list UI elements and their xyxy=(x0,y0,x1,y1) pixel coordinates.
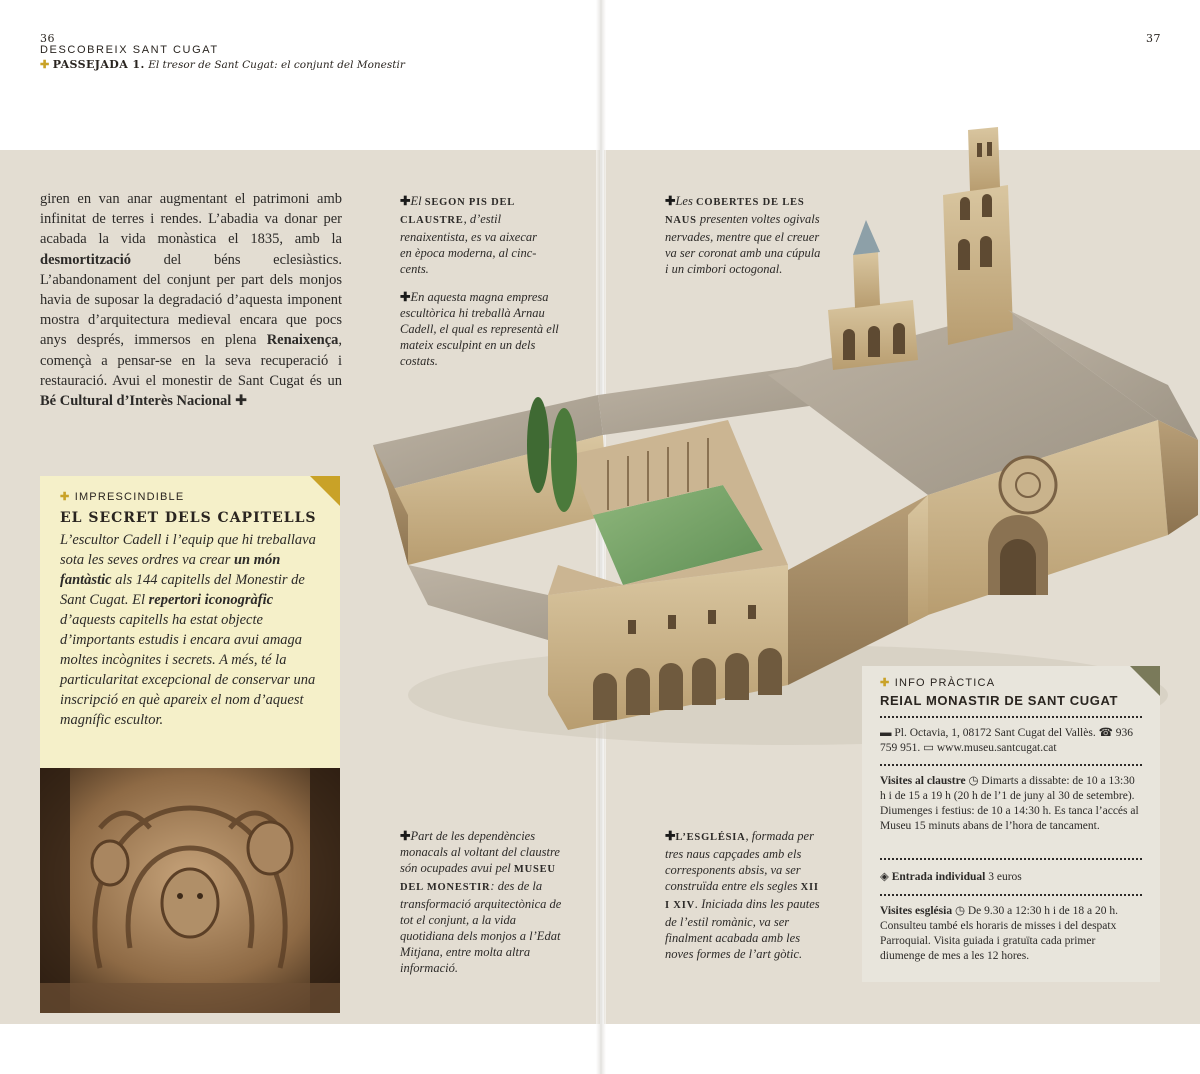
gold-cross-icon: ✚ xyxy=(40,58,50,71)
church-nave-wall xyxy=(908,495,928,625)
small-tower-spire xyxy=(853,220,880,255)
dotted-divider xyxy=(880,894,1142,896)
info-esglesia-text: De 9.30 a 12:30 h i de 18 a 20 h. Consulteu també els horaris de misses i del despatx Parroquial. Visita guiada i gratuïta cada primer diumenge de mes a les 12 hores. xyxy=(880,905,1118,962)
bell-tower-top xyxy=(968,127,1000,191)
info-claustre-label: Visites al claustre xyxy=(880,775,966,787)
callout-text: Part de les dependències monacals al voltant del claustre són ocupades avui pel xyxy=(400,829,560,875)
info-label-text: INFO PRÀCTICA xyxy=(894,677,996,689)
imprescindible-box xyxy=(40,476,340,768)
info-address xyxy=(880,726,1142,756)
callout-text: : des de la transformació arquitectònica de tot el conjunt, a la vida quotidiana dels monjos a l’Edat Mitjana, entre molta altra informació. xyxy=(400,879,562,975)
info-claustre xyxy=(880,774,1142,834)
body-bold-term: Renaixença xyxy=(266,332,339,349)
callout-text: presenten voltes ogivals nervades, mentre que el creuer va ser coronat amb una cúpula i un cimbori octogonal. xyxy=(665,212,821,276)
body-text xyxy=(40,189,342,411)
info-entrada-price: 3 euros xyxy=(988,871,1022,883)
callout-text: , formada per tres naus capçades amb els corresponents absis, va ser construïda entre els segles xyxy=(665,829,814,893)
black-cross-icon: ✚ xyxy=(665,194,676,208)
callout-smallcaps: MUSEU DEL MONESTIR xyxy=(400,864,556,893)
monastery-illustration xyxy=(368,95,1198,755)
dotted-divider xyxy=(880,716,1142,718)
imprescindible-label xyxy=(60,490,184,503)
info-title: REIAL MONASTIR DE SANT CUGAT xyxy=(880,693,1119,708)
black-cross-icon: ✚ xyxy=(665,829,676,843)
body-text-part: del béns eclesiàstics. L’abandonament del conjunt per part dels monjos havia de suposar la degradació d’aquesta imponent mostra d’arquitectura medieval encara que pocs anys després, immersos en plena xyxy=(40,251,342,349)
info-entrada xyxy=(880,870,1142,885)
walk-title: El tresor de Sant Cugat: el conjunt del Monestir xyxy=(148,59,405,71)
walk-label: PASSEJADA 1. xyxy=(52,58,145,71)
imprescindible-text-part: als 144 capitells del Monestir de Sant Cugat. El xyxy=(60,572,305,608)
imprescindible-bold: un món fantàstic xyxy=(60,552,281,588)
info-corner-tab xyxy=(1130,666,1160,696)
imprescindible-title: EL SECRET DELS CAPITELLS xyxy=(60,510,317,526)
clock-icon: ◷ xyxy=(968,775,979,787)
callout-text: . Iniciada dins les pautes de l’estil romànic, va ser finalment acabada amb les noves formes de l’art gòtic. xyxy=(665,897,820,961)
info-esglesia xyxy=(880,904,1142,964)
info-claustre-text: Dimarts a dissabte: de 10 a 13:30 h i de 15 a 19 h (20 h de l’1 de juny al 30 de setembre). Diumenges i festius: de 10 a 14:30 h. Es tanca l’accés al Museu 15 minuts abans de l’hora de tancament. xyxy=(880,775,1139,832)
callout-smallcaps: COBERTES DE LES NAUS xyxy=(665,197,805,226)
callout-museu xyxy=(400,828,570,976)
clock-icon: ◷ xyxy=(954,905,965,917)
body-bold-term: Bé Cultural d’Interès Nacional xyxy=(40,393,232,410)
body-bold-term: desmortització xyxy=(40,251,131,268)
cypress-tree xyxy=(527,397,549,493)
info-phone: 936 759 951. xyxy=(880,727,1134,754)
info-entrada-label: Entrada individual xyxy=(891,871,986,883)
imprescindible-corner-tab xyxy=(310,476,340,506)
callout-text: Les xyxy=(675,194,696,208)
web-icon: ▭ xyxy=(923,742,934,754)
callout-smallcaps: SEGON PIS DEL CLAUSTRE xyxy=(400,197,515,226)
black-cross-icon: ✚ xyxy=(400,194,411,208)
gold-cross-icon: ✚ xyxy=(880,677,891,689)
running-head: DESCOBREIX SANT CUGAT xyxy=(40,44,219,56)
gold-cross-icon: ✚ xyxy=(60,491,71,503)
imprescindible-text xyxy=(60,530,332,730)
callout-esglesia xyxy=(665,828,820,962)
black-cross-icon: ✚ xyxy=(400,829,411,843)
left-page-number: 36 xyxy=(40,32,55,45)
capital-sculpture-photo xyxy=(40,768,340,1013)
callout-smallcaps: XII I XIV xyxy=(665,882,819,911)
small-tower xyxy=(853,252,880,308)
info-label xyxy=(880,676,995,689)
map-icon: ▬ xyxy=(880,727,892,739)
cypress-tree xyxy=(551,408,577,512)
body-text-part: giren en van anar augmentant el patrimoni amb infinitat de terres i rendes. L’abadia va donar per acabada la vida monàstica el 1835, amb la xyxy=(40,191,342,248)
body-text-part: , començà a pensar-se en la seva recuperació i restauració. Avui el monestir de Sant Cugat és un xyxy=(40,332,342,389)
phone-icon: ☎ xyxy=(1098,727,1113,739)
black-cross-icon: ✚ xyxy=(234,393,248,410)
black-cross-icon: ✚ xyxy=(400,290,411,304)
rose-window xyxy=(1000,457,1056,513)
info-address-text: Pl. Octavia, 1, 08172 Sant Cugat del Vallès. xyxy=(894,727,1096,739)
right-page-number: 37 xyxy=(1146,32,1161,45)
imprescindible-text-part: L’escultor Cadell i l’equip que hi treballava sota les seves ordres va crear xyxy=(60,532,316,568)
dotted-divider xyxy=(880,858,1142,860)
bell-tower xyxy=(943,185,1013,345)
callout-text: El xyxy=(410,194,425,208)
church-door xyxy=(1000,539,1036,595)
walk-subhead xyxy=(40,58,405,71)
callout-smallcaps: L’ESGLÉSIA xyxy=(675,832,746,843)
info-esglesia-label: Visites església xyxy=(880,905,953,917)
imprescindible-bold: repertori iconogràfic xyxy=(148,592,274,608)
ticket-icon: ◈ xyxy=(880,871,889,883)
info-practica-box xyxy=(862,666,1160,982)
info-web-link[interactable]: www.museu.santcugat.cat xyxy=(936,742,1057,754)
dotted-divider xyxy=(880,764,1142,766)
callout-text: En aquesta magna empresa escultòrica hi treballà Arnau Cadell, el qual es representà ell mateix esculpint en un dels costats. xyxy=(400,290,559,368)
imprescindible-text-part: d’aquests capitells ha estat objecte d’importants estudis i encara avui amaga moltes incògnites i secrets. A més, té la particularitat excepcional de conservar una inscripció en què apareix el nom d’aquest magnífic escultor. xyxy=(60,612,316,728)
imprescindible-label-text: IMPRESCINDIBLE xyxy=(74,491,185,503)
callout-text: , d’estil renaixentista, es va aixecar en època moderna, al cinc-cents. xyxy=(400,212,537,276)
